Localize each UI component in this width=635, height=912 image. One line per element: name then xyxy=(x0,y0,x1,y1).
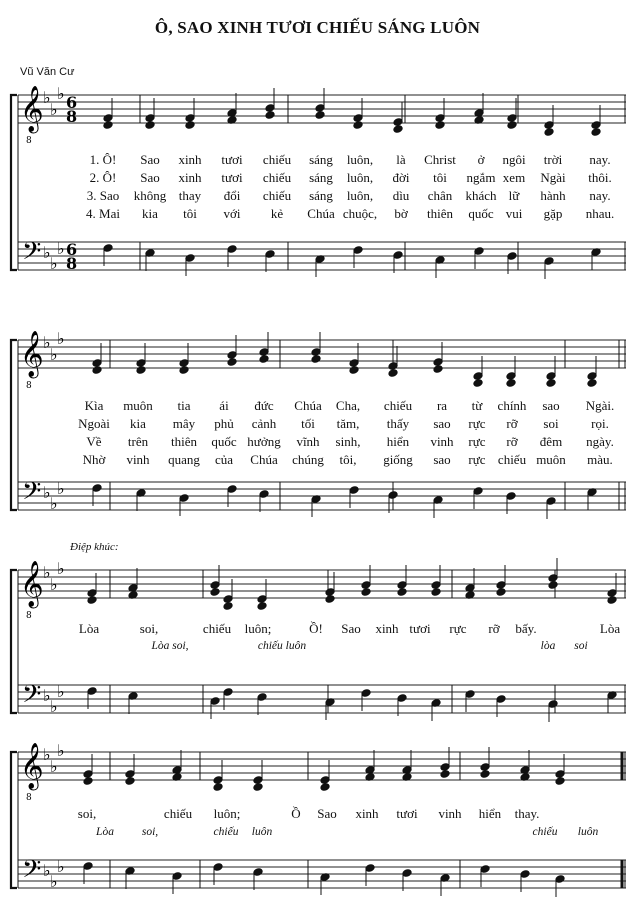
flat-sign: ♭ xyxy=(57,479,65,498)
lyric-syllable: chiếu xyxy=(213,826,239,838)
lyric-syllable: gặp xyxy=(543,206,563,221)
note-head xyxy=(555,777,565,786)
lyric-syllable: sáng xyxy=(309,152,333,167)
note-head xyxy=(544,128,554,137)
flat-sign: ♭ xyxy=(43,483,51,502)
flat-sign: ♭ xyxy=(50,254,58,273)
refrain-bass-lyrics-2 xyxy=(0,826,635,842)
flat-sign: ♭ xyxy=(50,345,58,364)
lyric-syllable: tươi xyxy=(409,621,431,636)
lyric-syllable: đêm xyxy=(539,434,563,449)
note-head xyxy=(179,366,189,375)
treble-clef-icon: 𝄞 xyxy=(20,86,44,132)
verse-line-1-2 xyxy=(0,170,635,186)
lyric-syllable: luôn xyxy=(251,826,273,838)
lyric-syllable: lòa xyxy=(540,640,556,652)
lyric-syllable: chiếu luôn xyxy=(257,640,307,652)
lyric-syllable: xinh xyxy=(375,621,399,636)
lyric-syllable: chiếu xyxy=(262,170,292,185)
lyric-syllable: Lòa xyxy=(599,621,621,636)
note-head xyxy=(210,588,220,597)
verse-line-2-1 xyxy=(0,398,635,414)
lyric-syllable: 3. Sao xyxy=(86,188,120,203)
lyric-syllable: phủ xyxy=(214,416,234,431)
lyric-syllable: nay. xyxy=(589,188,611,203)
lyric-syllable: chiếu xyxy=(497,452,527,467)
lyric-syllable: Về xyxy=(86,434,102,449)
lyric-syllable: tăm, xyxy=(336,416,360,431)
note-head xyxy=(607,596,617,605)
lyric-syllable: chính xyxy=(497,398,527,413)
lyric-syllable: hiển xyxy=(386,434,410,449)
lyric-syllable: cảnh xyxy=(251,416,277,431)
lyric-syllable: soi, xyxy=(141,826,159,838)
lyric-syllable: thấy xyxy=(386,416,410,431)
time-signature-bottom: 8 xyxy=(66,107,78,126)
lyric-syllable: Chúa xyxy=(294,398,322,413)
flat-sign: ♭ xyxy=(43,686,51,705)
lyric-syllable: vui xyxy=(505,206,523,221)
note-head xyxy=(591,128,601,137)
note-head xyxy=(397,588,407,597)
flat-sign: ♭ xyxy=(50,757,58,776)
bass-clef-icon: 𝄢 xyxy=(22,680,42,715)
lyric-syllable: Ngoài xyxy=(78,416,110,431)
lyric-syllable: Nhờ xyxy=(82,452,106,467)
flat-sign: ♭ xyxy=(43,745,51,764)
lyric-syllable: tia xyxy=(177,398,191,413)
lyric-syllable: lữ xyxy=(508,188,520,203)
flat-sign: ♭ xyxy=(50,494,58,513)
verse-line-1-4 xyxy=(0,206,635,222)
lyric-syllable: Ồ! xyxy=(309,621,323,636)
lyric-syllable: xem xyxy=(502,170,526,185)
bass-clef-icon: 𝄢 xyxy=(22,237,42,272)
lyric-syllable: quang xyxy=(168,452,200,467)
lyric-syllable: thôi. xyxy=(588,170,612,185)
note-head xyxy=(259,355,269,364)
lyric-syllable: luôn; xyxy=(213,806,241,821)
lyric-syllable: bấy. xyxy=(515,621,537,636)
song-title: Ô, SAO XINH TƯƠI CHIẾU SÁNG LUÔN xyxy=(154,18,481,37)
note-head xyxy=(361,588,371,597)
flat-sign: ♭ xyxy=(57,682,65,701)
note-head xyxy=(223,602,233,611)
lyric-syllable: nay. xyxy=(589,152,611,167)
note-head xyxy=(349,366,359,375)
note-head xyxy=(548,581,558,590)
flat-sign: ♭ xyxy=(43,861,51,880)
lyric-syllable: rực xyxy=(468,452,486,467)
flat-sign: ♭ xyxy=(57,239,65,258)
note-head xyxy=(473,379,483,388)
lyric-syllable: tôi xyxy=(183,206,197,221)
lyric-syllable: Chúa xyxy=(250,452,278,467)
lyric-syllable: luôn, xyxy=(346,188,374,203)
flat-sign: ♭ xyxy=(43,333,51,352)
note-head xyxy=(257,602,267,611)
lyric-syllable: đức xyxy=(254,398,274,413)
lyric-syllable: luôn, xyxy=(346,152,374,167)
note-head xyxy=(265,111,275,120)
lyric-syllable: hiển xyxy=(478,806,502,821)
lyric-syllable: kia xyxy=(130,416,146,431)
note-head xyxy=(125,777,135,786)
time-signature-top: 6 xyxy=(66,93,78,112)
note-head xyxy=(136,366,146,375)
lyric-syllable: đổi xyxy=(223,188,241,203)
lyric-syllable: đời xyxy=(392,170,410,185)
lyric-syllable: rỡ xyxy=(506,434,518,449)
flat-sign: ♭ xyxy=(57,857,65,876)
lyric-syllable: nhau. xyxy=(585,206,615,221)
lyric-syllable: trên xyxy=(127,434,149,449)
lyric-syllable: sao xyxy=(433,416,451,431)
lyric-syllable: rực xyxy=(449,621,467,636)
lyric-syllable: Lòa soi, xyxy=(151,640,189,652)
verse-line-1-3 xyxy=(0,188,635,204)
lyric-syllable: Kìa xyxy=(84,398,104,413)
lyric-syllable: luôn, xyxy=(346,170,374,185)
lyric-syllable: của xyxy=(214,452,234,467)
flat-sign: ♭ xyxy=(57,84,65,103)
lyric-syllable: không xyxy=(133,188,167,203)
octave-mark: 8 xyxy=(26,611,32,621)
note-head xyxy=(87,596,97,605)
lyric-syllable: ra xyxy=(436,398,448,413)
lyric-syllable: Cha, xyxy=(335,398,361,413)
lyric-syllable: Sao xyxy=(140,152,160,167)
lyric-syllable: kẻ xyxy=(270,206,284,221)
treble-clef-icon: 𝄞 xyxy=(20,561,44,607)
lyric-syllable: sáng xyxy=(309,188,333,203)
lyric-syllable: Ngài. xyxy=(585,398,615,413)
lyric-syllable: ngắm xyxy=(466,170,496,185)
lyric-syllable: thiên xyxy=(171,434,197,449)
lyric-syllable: soi xyxy=(574,640,588,652)
lyric-syllable: hưởng xyxy=(247,434,281,449)
note-head xyxy=(440,770,450,779)
lyric-syllable: xinh xyxy=(178,170,202,185)
octave-mark: 8 xyxy=(26,793,32,803)
lyric-syllable: Lòa xyxy=(78,621,100,636)
lyric-syllable: chuộc, xyxy=(342,206,378,221)
lyric-syllable: bờ xyxy=(394,206,408,221)
lyric-syllable: rực xyxy=(468,434,486,449)
lyric-syllable: rỡ xyxy=(488,621,500,636)
lyric-syllable: ở xyxy=(477,152,485,167)
flat-sign: ♭ xyxy=(50,872,58,891)
lyric-syllable: chiếu xyxy=(262,152,292,167)
lyric-syllable: khách xyxy=(465,188,497,203)
lyric-syllable: thiên xyxy=(427,206,453,221)
verse-line-2-4 xyxy=(0,452,635,468)
note-head xyxy=(92,366,102,375)
lyric-syllable: với xyxy=(223,206,241,221)
note-head xyxy=(145,121,155,130)
lyric-syllable: vinh xyxy=(430,434,454,449)
note-head xyxy=(353,121,363,130)
note-head xyxy=(431,588,441,597)
bass-clef-icon: 𝄢 xyxy=(22,855,42,890)
lyric-syllable: ngôi xyxy=(502,152,526,167)
note-head xyxy=(227,358,237,367)
lyric-syllable: ngày. xyxy=(586,434,614,449)
lyric-syllable: chúng xyxy=(292,452,324,467)
flat-sign: ♭ xyxy=(57,741,65,760)
lyric-syllable: tươi xyxy=(396,806,418,821)
note-head xyxy=(253,783,263,792)
note-head xyxy=(480,770,490,779)
verse-line-2-3 xyxy=(0,434,635,450)
lyric-syllable: thay xyxy=(178,188,202,203)
lyric-syllable: sao xyxy=(433,452,451,467)
note-head xyxy=(83,777,93,786)
lyric-syllable: Ngài xyxy=(540,170,566,185)
lyric-syllable: chiếu xyxy=(383,398,413,413)
lyric-syllable: Sao xyxy=(317,806,337,821)
note-head xyxy=(435,121,445,130)
flat-sign: ♭ xyxy=(43,563,51,582)
flat-sign: ♭ xyxy=(50,100,58,119)
note-head xyxy=(213,783,223,792)
lyric-syllable: thay. xyxy=(514,806,540,821)
refrain-lyrics-2 xyxy=(0,806,635,822)
lyric-syllable: từ xyxy=(471,398,483,413)
refrain-label: Điệp khúc: xyxy=(70,541,119,553)
verse-line-1-1 xyxy=(0,152,635,168)
lyric-syllable: Christ xyxy=(424,152,456,167)
lyric-syllable: kia xyxy=(142,206,158,221)
lyric-syllable: chiếu xyxy=(202,621,232,636)
lyric-syllable: trời xyxy=(543,152,563,167)
note-head xyxy=(433,365,443,374)
refrain-lyrics-1 xyxy=(0,621,635,637)
lyric-syllable: soi, xyxy=(77,806,97,821)
lyric-syllable: soi xyxy=(543,416,559,431)
lyric-syllable: 1. Ô! xyxy=(89,152,117,167)
note-head xyxy=(320,783,330,792)
note-head xyxy=(315,111,325,120)
flat-sign: ♭ xyxy=(43,243,51,262)
lyric-syllable: Ồ xyxy=(291,806,301,821)
time-signature-bottom: 8 xyxy=(66,254,78,273)
note-head xyxy=(546,379,556,388)
lyric-syllable: Lòa xyxy=(96,826,114,838)
lyric-syllable: chiếu xyxy=(532,826,558,838)
lyric-syllable: giống xyxy=(383,452,413,467)
lyric-syllable: dìu xyxy=(392,188,410,203)
lyric-syllable: chiếu xyxy=(262,188,292,203)
lyric-syllable: rực xyxy=(468,416,486,431)
note-head xyxy=(496,588,506,597)
flat-sign: ♭ xyxy=(50,575,58,594)
lyric-syllable: ái xyxy=(219,398,229,413)
lyric-syllable: quốc xyxy=(211,434,237,449)
lyric-syllable: mây xyxy=(172,416,196,431)
lyric-syllable: Chúa xyxy=(307,206,335,221)
lyric-syllable: muôn xyxy=(536,452,566,467)
lyric-syllable: chiếu xyxy=(163,806,193,821)
note-head xyxy=(388,369,398,378)
note-head xyxy=(311,355,321,364)
lyric-syllable: quốc xyxy=(468,206,494,221)
lyric-syllable: Sao xyxy=(341,621,361,636)
lyric-syllable: sao xyxy=(542,398,560,413)
lyric-syllable: vĩnh xyxy=(296,434,320,449)
lyric-syllable: Sao xyxy=(140,170,160,185)
flat-sign: ♭ xyxy=(50,697,58,716)
lyric-syllable: sáng xyxy=(309,170,333,185)
lyric-syllable: là xyxy=(396,152,406,167)
lyric-syllable: chân xyxy=(427,188,453,203)
note-head xyxy=(393,125,403,134)
octave-mark: 8 xyxy=(26,136,32,146)
lyric-syllable: sinh, xyxy=(335,434,361,449)
octave-mark: 8 xyxy=(26,381,32,391)
lyric-syllable: rọi. xyxy=(591,416,609,431)
verse-line-2-2 xyxy=(0,416,635,432)
lyric-syllable: muôn xyxy=(123,398,153,413)
lyric-syllable: rỡ xyxy=(506,416,518,431)
note-head xyxy=(325,595,335,604)
lyric-syllable: màu. xyxy=(587,452,613,467)
lyric-syllable: tươi xyxy=(221,170,243,185)
composer-name: Vũ Văn Cư xyxy=(20,66,75,78)
note-head xyxy=(185,121,195,130)
lyric-syllable: vinh xyxy=(438,806,462,821)
treble-clef-icon: 𝄞 xyxy=(20,331,44,377)
lyric-syllable: hành xyxy=(540,188,566,203)
lyric-syllable: luôn; xyxy=(244,621,272,636)
lyric-syllable: xinh xyxy=(355,806,379,821)
treble-clef-icon: 𝄞 xyxy=(20,743,44,789)
lyric-syllable: vinh xyxy=(126,452,150,467)
bass-clef-icon: 𝄢 xyxy=(22,477,42,512)
flat-sign: ♭ xyxy=(57,559,65,578)
lyric-syllable: 2. Ô! xyxy=(89,170,117,185)
flat-sign: ♭ xyxy=(43,88,51,107)
lyric-syllable: xinh xyxy=(178,152,202,167)
flat-sign: ♭ xyxy=(57,329,65,348)
note-head xyxy=(103,121,113,130)
lyric-syllable: tôi xyxy=(433,170,447,185)
lyric-syllable: tươi xyxy=(221,152,243,167)
lyric-syllable: luôn xyxy=(577,826,599,838)
time-signature-top: 6 xyxy=(66,240,78,259)
refrain-bass-lyrics-1 xyxy=(0,640,635,656)
lyric-syllable: 4. Mai xyxy=(86,206,120,221)
lyric-syllable: tối xyxy=(301,416,315,431)
lyric-syllable: tôi, xyxy=(339,452,357,467)
note-head xyxy=(507,121,517,130)
note-head xyxy=(506,379,516,388)
note-head xyxy=(587,379,597,388)
lyric-syllable: soi, xyxy=(139,621,159,636)
